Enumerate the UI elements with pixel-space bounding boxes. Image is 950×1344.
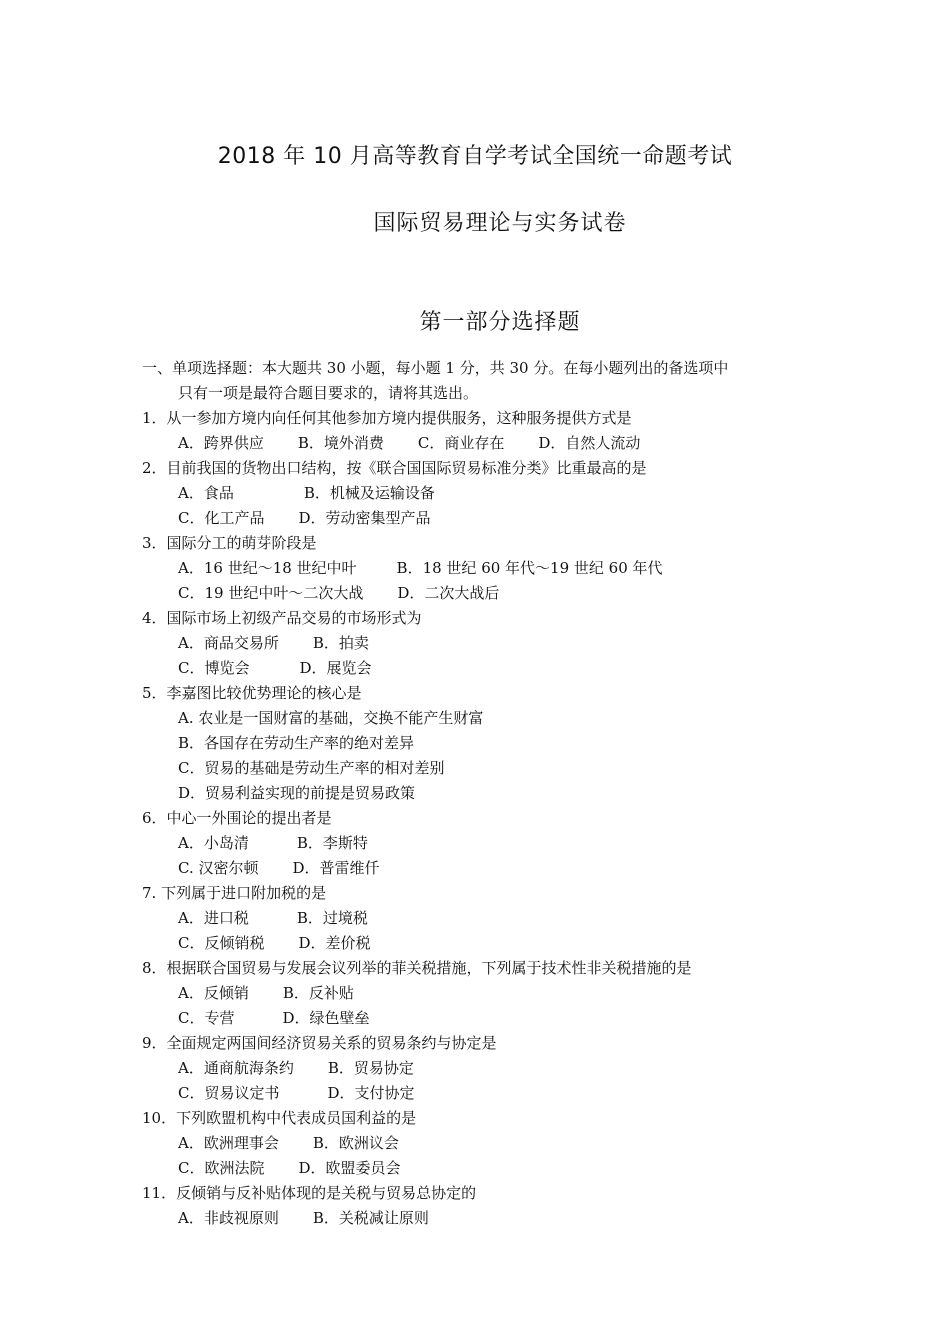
answer-option: A．小岛清 <box>178 834 249 852</box>
option-row <box>142 1056 822 1081</box>
answer-option: B．反补贴 <box>282 984 354 1002</box>
instructions-line-1: 一、单项选择题：本大题共 30 小题，每小题 1 分，共 30 分。在每小题列出的备选项中 <box>142 359 729 377</box>
answer-option: A．非歧视原则 <box>178 1209 279 1227</box>
question-body <box>142 356 822 1231</box>
answer-option: A. 农业是一国财富的基础，交换不能产生财富 <box>178 709 484 727</box>
answer-option: D．绿色壁垒 <box>282 1009 370 1027</box>
option-row <box>142 1131 822 1156</box>
answer-option: B．李斯特 <box>296 834 368 852</box>
option-row <box>142 831 822 856</box>
answer-option: A．16 世纪～18 世纪中叶 <box>178 559 357 577</box>
answer-option: C．19 世纪中叶～二次大战 <box>178 584 364 602</box>
answer-option: D．展览会 <box>299 659 372 677</box>
answer-option: A．商品交易所 <box>178 634 279 652</box>
answer-option: B．贸易协定 <box>327 1059 414 1077</box>
answer-option: A．反倾销 <box>178 984 249 1002</box>
answer-option: B．过境税 <box>296 909 368 927</box>
option-row <box>142 756 822 781</box>
question-stem: 11．反倾销与反补贴体现的是关税与贸易总协定的 <box>142 1184 477 1202</box>
option-row <box>142 706 822 731</box>
answer-option: D．差价税 <box>298 934 371 952</box>
option-row <box>142 856 822 881</box>
option-row <box>142 506 822 531</box>
answer-option: D．二次大战后 <box>397 584 500 602</box>
answer-option: D．欧盟委员会 <box>298 1159 401 1177</box>
question-list <box>142 406 822 1231</box>
question-stem: 1．从一参加方境内向任何其他参加方境内提供服务，这种服务提供方式是 <box>142 409 632 427</box>
answer-option: A．食品 <box>178 484 234 502</box>
exam-title: 2018 年 10 月高等教育自学考试全国统一命题考试 <box>217 144 733 169</box>
option-row <box>142 781 822 806</box>
answer-option: C. 汉密尔顿 <box>178 859 259 877</box>
answer-option: B．18 世纪 60 年代～19 世纪 60 年代 <box>396 559 663 577</box>
question-stem: 5．李嘉图比较优势理论的核心是 <box>142 684 362 702</box>
answer-option: C．博览会 <box>178 659 250 677</box>
answer-option: C．反倾销税 <box>178 934 265 952</box>
option-row <box>142 656 822 681</box>
answer-option: C．化工产品 <box>178 509 265 527</box>
answer-option: C．贸易的基础是劳动生产率的相对差别 <box>178 759 445 777</box>
answer-option: A．欧洲理事会 <box>178 1134 279 1152</box>
answer-option: C．专营 <box>178 1009 235 1027</box>
answer-option: B．机械及运输设备 <box>303 484 435 502</box>
option-row <box>142 1081 822 1106</box>
question-stem: 8．根据联合国贸易与发展会议列举的菲关税措施，下列属于技术性非关税措施的是 <box>142 959 692 977</box>
answer-option: D．劳动密集型产品 <box>298 509 431 527</box>
instructions-line-2: 只有一项是最符合题目要求的，请将其选出。 <box>178 384 479 402</box>
answer-option: D．贸易利益实现的前提是贸易政策 <box>178 784 416 802</box>
question-stem: 7. 下列属于进口附加税的是 <box>142 884 327 902</box>
answer-option: C．欧洲法院 <box>178 1159 265 1177</box>
option-row <box>142 631 822 656</box>
option-row <box>142 1206 822 1231</box>
question-stem: 3．国际分工的萌芽阶段是 <box>142 534 317 552</box>
question-stem: 4．国际市场上初级产品交易的市场形式为 <box>142 609 422 627</box>
question-stem: 10．下列欧盟机构中代表成员国利益的是 <box>142 1109 417 1127</box>
option-row <box>142 931 822 956</box>
answer-option: C．贸易议定书 <box>178 1084 280 1102</box>
option-row <box>142 906 822 931</box>
option-row <box>142 981 822 1006</box>
question-stem: 2．目前我国的货物出口结构，按《联合国国际贸易标准分类》比重最高的是 <box>142 459 647 477</box>
option-row <box>142 581 822 606</box>
answer-option: B．境外消费 <box>297 434 384 452</box>
answer-option: A．通商航海条约 <box>178 1059 294 1077</box>
answer-option: B．拍卖 <box>312 634 369 652</box>
answer-option: D．支付协定 <box>327 1084 415 1102</box>
answer-option: B．欧洲议会 <box>312 1134 399 1152</box>
option-row <box>142 556 822 581</box>
question-stem: 6．中心一外围论的提出者是 <box>142 809 332 827</box>
answer-option: C．商业存在 <box>417 434 505 452</box>
question-stem: 9．全面规定两国间经济贸易关系的贸易条约与协定是 <box>142 1034 497 1052</box>
option-row <box>142 731 822 756</box>
exam-subtitle: 国际贸易理论与实务试卷 <box>373 211 627 236</box>
answer-option: B．各国存在劳动生产率的绝对差异 <box>178 734 415 752</box>
answer-option: B．关税减让原则 <box>312 1209 429 1227</box>
option-row <box>142 481 822 506</box>
option-row <box>142 431 822 456</box>
option-row <box>142 1156 822 1181</box>
option-row <box>142 1006 822 1031</box>
part-title: 第一部分选择题 <box>419 310 581 335</box>
answer-option: D．普雷维仟 <box>292 859 380 877</box>
answer-option: A．进口税 <box>178 909 249 927</box>
answer-option: A．跨界供应 <box>178 434 264 452</box>
answer-option: D．自然人流动 <box>538 434 641 452</box>
